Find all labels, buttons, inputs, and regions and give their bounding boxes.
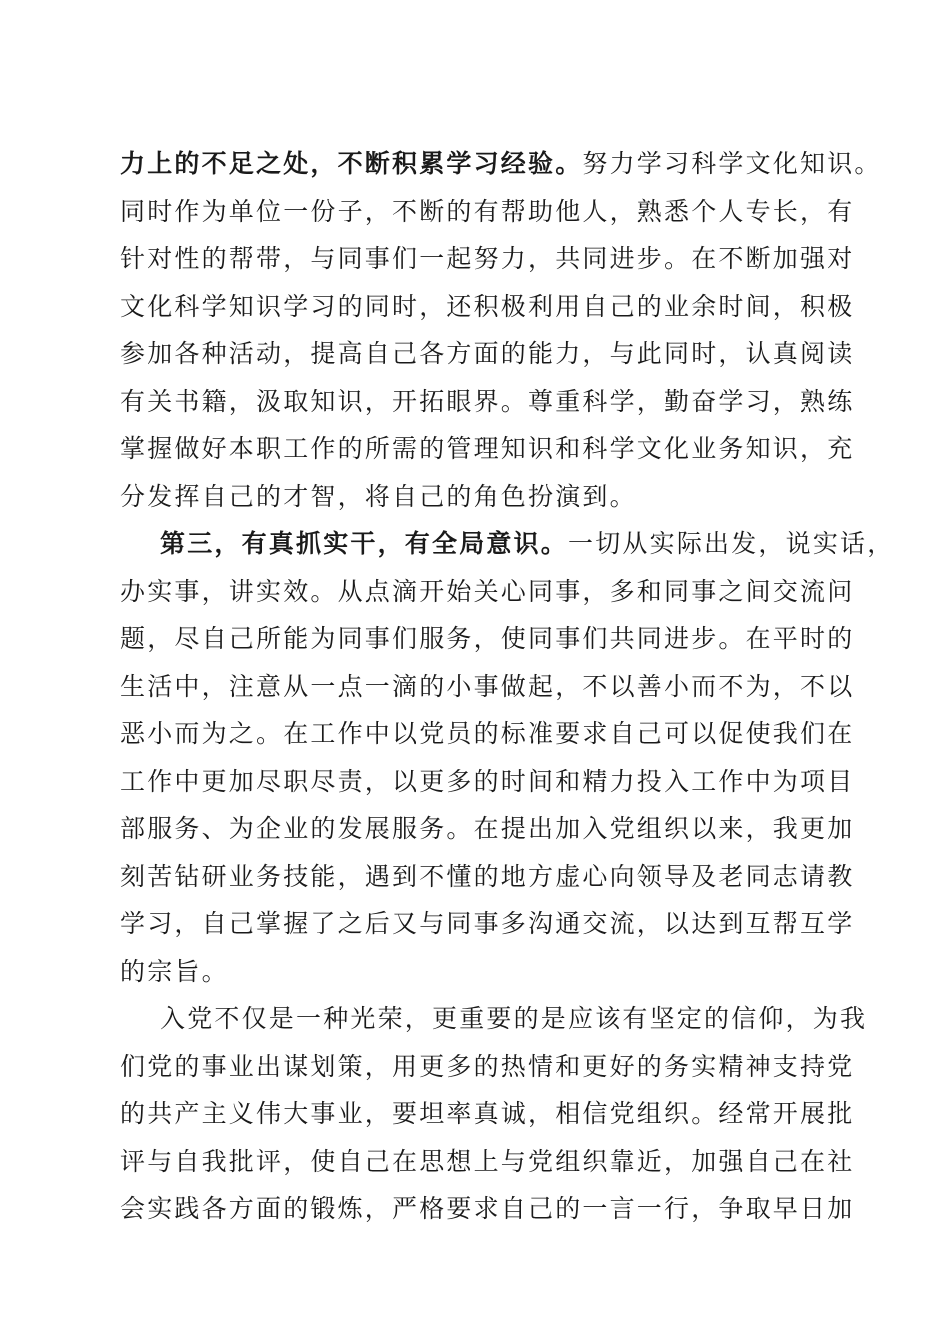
text-line: 同时作为单位一份子，不断的有帮助他人，熟悉个人专长，有 xyxy=(120,196,855,226)
text-line: 学习，自己掌握了之后又与同事多沟通交流，以达到互帮互学 xyxy=(120,909,855,938)
text-line: 针对性的帮带，与同事们一起努力，共同进步。在不断加强对 xyxy=(120,244,855,273)
paragraph-2 xyxy=(120,520,895,995)
paragraph-1 xyxy=(120,140,882,520)
text-line xyxy=(120,140,882,188)
text-line xyxy=(120,520,895,568)
text-line: 的共产主义伟大事业，要坦率真诚，相信党组织。经常开展批 xyxy=(120,1099,855,1128)
text-line: 部服务、为企业的发展服务。在提出加入党组织以来，我更加 xyxy=(120,814,855,843)
paragraph-1-line-1-rest: 努力学习科学文化知识。 xyxy=(582,149,882,178)
text-line: 文化科学知识学习的同时，还积极利用自己的业余时间，积极 xyxy=(120,291,855,321)
text-line: 入党不仅是一种光荣，更重要的是应该有坚定的信仰，为我 xyxy=(160,1004,868,1033)
paragraph-2-line-1-rest: 一切从实际出发，说实话， xyxy=(568,529,895,558)
text-line: 参加各种活动，提高自己各方面的能力，与此同时，认真阅读 xyxy=(120,339,855,368)
paragraph-2-bold-lead: 第三，有真抓实干，有全局意识。 xyxy=(160,529,569,558)
text-line: 工作中更加尽职尽责，以更多的时间和精力投入工作中为项目 xyxy=(120,766,855,796)
text-line: 生活中，注意从一点一滴的小事做起，不以善小而不为，不以 xyxy=(120,671,855,701)
text-line: 办实事，讲实效。从点滴开始关心同事，多和同事之间交流问 xyxy=(120,576,855,606)
text-line: 的宗旨。 xyxy=(120,956,229,986)
text-line: 题，尽自己所能为同事们服务，使同事们共同进步。在平时的 xyxy=(120,624,855,653)
document-body xyxy=(120,140,895,1233)
text-line: 恶小而为之。在工作中以党员的标准要求自己可以促使我们在 xyxy=(120,719,855,748)
text-line: 掌握做好本职工作的所需的管理知识和科学文化业务知识，充 xyxy=(120,434,855,463)
paragraph-3 xyxy=(120,995,868,1233)
text-line: 分发挥自己的才智，将自己的角色扮演到。 xyxy=(120,481,637,511)
text-line: 会实践各方面的锻炼，严格要求自己的一言一行，争取早日加 xyxy=(120,1194,855,1223)
text-line: 刻苦钻研业务技能，遇到不懂的地方虚心向领导及老同志请教 xyxy=(120,861,855,891)
paragraph-1-bold-lead: 力上的不足之处，不断积累学习经验。 xyxy=(120,149,583,178)
text-line: 有关书籍，汲取知识，开拓眼界。尊重科学，勤奋学习，熟练 xyxy=(120,386,855,416)
text-line: 评与自我批评，使自己在思想上与党组织靠近，加强自己在社 xyxy=(120,1146,855,1176)
text-line: 们党的事业出谋划策，用更多的热情和更好的务实精神支持党 xyxy=(120,1051,855,1081)
